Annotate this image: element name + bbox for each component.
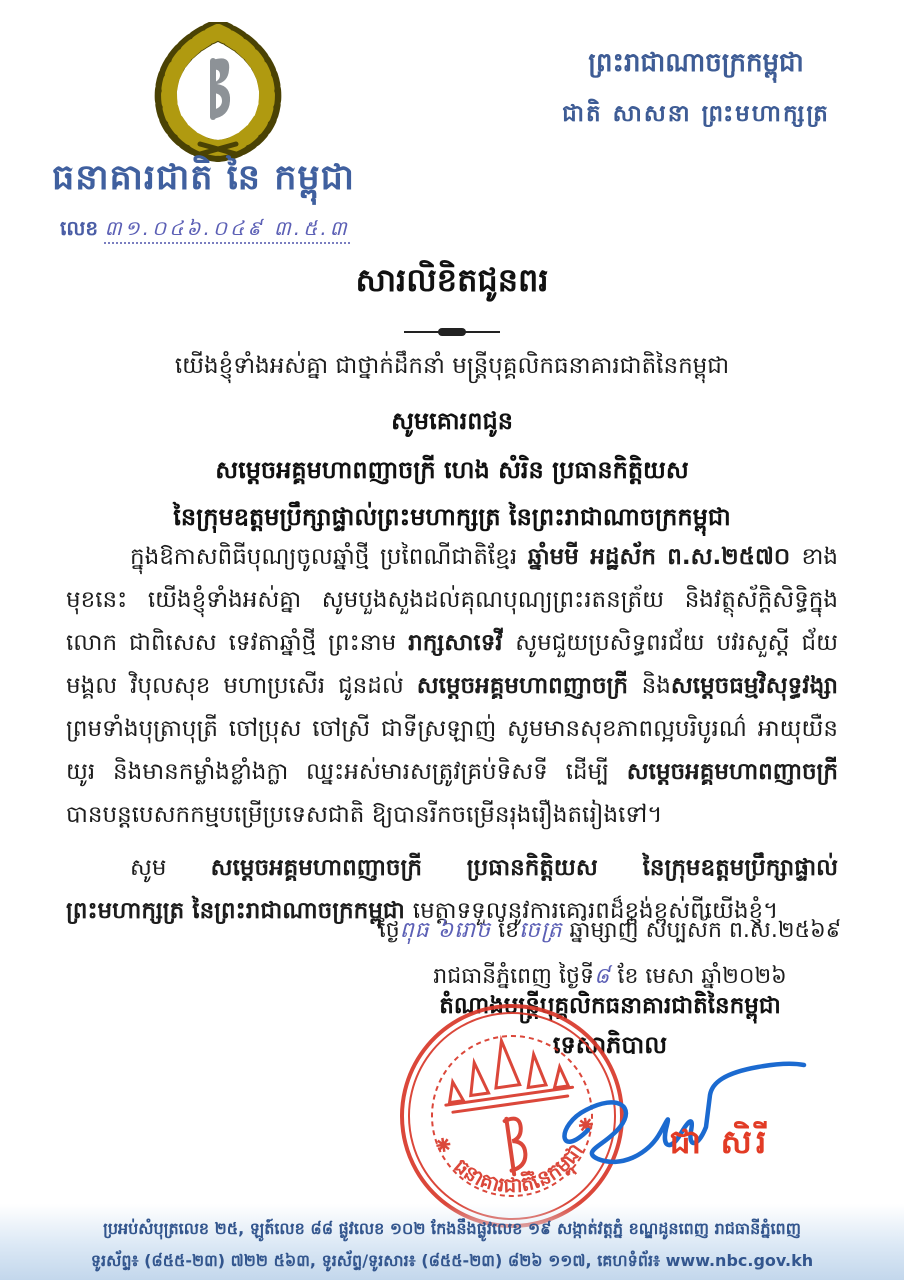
title-divider: [0, 318, 904, 337]
handwritten-month: ចេត្រ: [519, 918, 563, 943]
reference-number-handwritten: ៣១.០៤៦.០៤៩ ៣.៥.៣: [104, 216, 349, 244]
signer-name: ជា សិរី: [669, 1122, 771, 1161]
handwritten-weekday: ពុធ ៦រោច: [399, 918, 492, 943]
kingdom-line2: ជាតិ សាសនា ព្រះមហាក្សត្រ: [562, 101, 830, 127]
handwritten-day: ៨: [593, 964, 611, 989]
body-paragraph-2: សូម សម្តេចអគ្គមហាពញាចក្រី ប្រធានកិត្តិយស នៃក្រុមឧត្តមប្រឹក្សាផ្ទាល់ព្រះមហាក្សត្រ នៃព្រះរាជាណាចក្រកម្ពុជា មេត្តាទទួលនូវការគោរពដ៏ខ្ពង់ខ្ពស់ពីយើងខ្ញុំ។: [66, 855, 838, 924]
seal-ring-text: ធនាគារជាតិនៃកម្ពុជា: [449, 1138, 588, 1198]
civil-date-line: រាជធានីភ្នំពេញ ថ្ងៃទី៨ ខែ មេសា ឆ្នាំ២០២៦: [433, 964, 787, 989]
signer-organization: តំណាងមន្ត្រីបុគ្គលិកធនាគារជាតិនៃកម្ពុជា: [439, 993, 781, 1019]
lunar-date-line: ថ្ងៃពុធ ៦រោច ខែចេត្រ ឆ្នាំម្សាញ់ សប្បស័ក ព.ស.២៥៦៩: [378, 918, 842, 943]
letter-body: [66, 536, 838, 943]
letter-title: សារលិខិតជូនពរ: [355, 261, 549, 299]
nbc-wreath-logo-icon: [118, 22, 318, 162]
salutation-line2: សម្តេចអគ្គមហាពញាចក្រី ហេង សំរិន ប្រធានកិត្តិយស: [215, 456, 689, 484]
footer-contact-line: ទូរស័ព្ទ៖ (៨៥៥-២៣) ៧២២ ៥៦៣, ទូរស័ព្ទ/ទូរសារ៖ (៨៥៥-២៣) ៨២៦ ១១៧, គេហទំព័រ៖ www.nbc.gov.kh: [90, 1251, 814, 1270]
footer-address-band: [0, 1204, 904, 1280]
reference-line: [60, 215, 350, 245]
body-paragraph-1: ក្នុងឱកាសពិធីបុណ្យចូលឆ្នាំថ្មី ប្រពៃណីជាតិខ្មែរ ឆ្នាំមមី អដ្ឋស័ក ព.ស.២៥៧០ ខាងមុខនេះ យើងខ្ញុំទាំងអស់គ្នា សូមបួងសួងដល់គុណបុណ្យព្រះរតនត្រ័យ និងវត្ថុស័ក្តិសិទ្ធិក្នុងលោក ជាពិសេស ទេវតាឆ្នាំថ្មី ព្រះនាម រាក្សសាទេវី សូមជួយប្រសិទ្ធពរជ័យ បវរសួស្តី ជ័យមង្គល វិបុលសុខ មហាប្រសើរ ជូនដល់ សម្តេចអគ្គមហាពញាចក្រី និងសម្តេចធម្មវិសុទ្ធវង្សា ព្រមទាំងបុត្រាបុត្រី ចៅប្រុស ចៅស្រី ជាទីស្រឡាញ់ សូមមានសុខភាពល្អបរិបូរណ៌ អាយុយឺនយូរ និងមានកម្លាំងខ្លាំងក្លា ឈ្នះអស់មារសត្រូវគ្រប់ទិសទី ដើម្បី សម្តេចអគ្គមហាពញាចក្រី បានបន្តបេសកកម្មបម្រើប្រទេសជាតិ ឱ្យបានរីកចម្រើនរុងរឿងតរៀងទៅ។: [66, 544, 838, 828]
intro-line: យើងខ្ញុំទាំងអស់គ្នា ជាថ្នាក់ដឹកនាំ មន្ត្រីបុគ្គលិកធនាគារជាតិនៃកម្ពុជា: [174, 353, 730, 379]
salutation-block: [0, 406, 904, 537]
bank-name: ធនាគារជាតិ នៃ កម្ពុជា: [52, 158, 355, 198]
footer-address-line: ប្រអប់សំបុត្រលេខ ២៥, ឡូត៍លេខ ៨៨ ផ្លូវលេខ ១០២ កែងនឹងផ្លូវលេខ ១៩ សង្កាត់វត្តភ្នំ ខណ្ឌដូនពេញ រាជធានីភ្នំពេញ: [103, 1219, 801, 1238]
kingdom-line1: ព្រះរាជាណាចក្រកម្ពុជា: [588, 48, 804, 78]
salutation-line1: សូមគោរពជូន: [391, 407, 513, 435]
reference-label: លេខ: [60, 216, 99, 240]
kingdom-header: [516, 46, 876, 133]
salutation-line3: នៃក្រុមឧត្តមប្រឹក្សាផ្ទាល់ព្រះមហាក្សត្រ នៃព្រះរាជាណាចក្រកម្ពុជា: [173, 503, 731, 531]
signer-title: ទេសាភិបាល: [552, 1031, 668, 1059]
